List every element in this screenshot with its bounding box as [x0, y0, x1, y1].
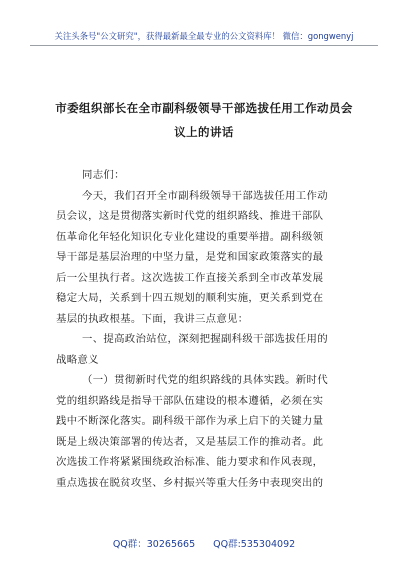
body-line: 党的组织路线是指导干部队伍建设的根本遵循，必须在实	[56, 394, 324, 407]
body-line: 伍革命化年轻化知识化专业化建设的重要举措。副科级领	[56, 230, 324, 243]
header-divider	[30, 45, 378, 46]
footer-contact	[0, 536, 408, 550]
document-title-line-2: 议上的讲话	[174, 125, 234, 139]
body-line: 次选拔工作将紧紧围绕政治标准、能力要求和作风表现，	[56, 456, 324, 468]
body-line: 今天，我们召开全市副科级领导干部选拔任用工作动	[82, 189, 328, 202]
body-line: 重点选拔在脱贫攻坚、乡村振兴等重大任务中表现突出的	[56, 476, 324, 489]
section-heading: 战略意义	[56, 353, 99, 366]
body-line: （一）贯彻新时代党的组织路线的具体实践。新时代	[82, 374, 328, 386]
body-line: 既是上级决策部署的传达者，又是基层工作的推动者。此	[56, 435, 324, 448]
document-title-line-1: 市委组织部长在全市副科级领导干部选拔任用工作动员会	[55, 101, 353, 115]
header-banner: 关注头条号"公文研究"，获得最新最全最专业的公文资料库！ 微信：gongwenyj	[54, 31, 354, 41]
section-heading: 一、提高政治站位，深刻把握副科级干部选拔任用的	[82, 333, 328, 345]
footer-qq-group-1: QQ群：30265665	[112, 539, 196, 550]
body-line: 践中不断深化落实。副科级干部作为承上启下的关键力量	[56, 415, 324, 427]
body-line: 基层的执政根基。下面，我讲三点意见：	[56, 312, 249, 325]
body-line: 员会议，这是贯彻落实新时代党的组织路线、推进干部队	[56, 210, 324, 222]
footer-qq-group-2: QQ群:535304092	[213, 539, 296, 550]
body-line: 稳定大局，关系到十四五规划的顺利实施，更关系到党在	[56, 292, 324, 304]
salutation: 同志们：	[82, 169, 125, 181]
body-line: 导干部是基层治理的中坚力量，是党和国家政策落实的最	[56, 251, 324, 263]
body-line: 后一公里执行者。这次选拔工作直接关系到全市改革发展	[56, 271, 324, 284]
document-body	[56, 165, 352, 493]
